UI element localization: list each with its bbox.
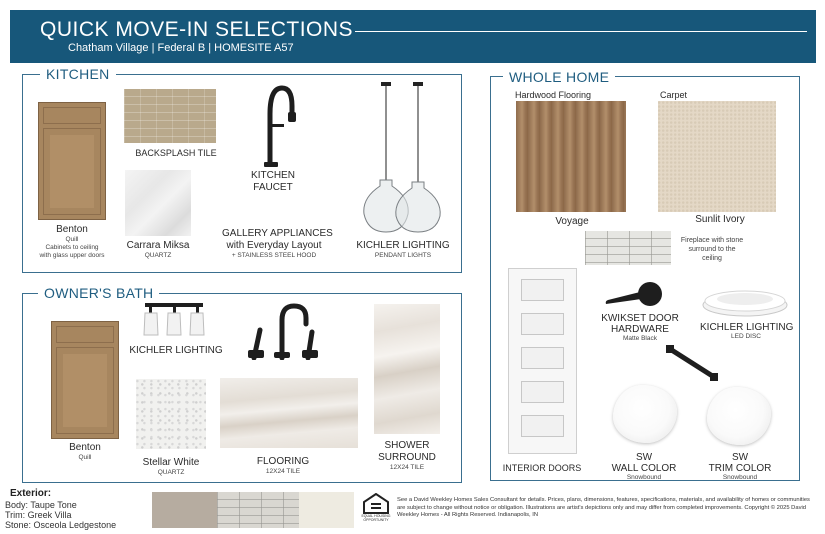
kitchen-countertop-swatch	[125, 170, 191, 236]
carpet-swatch	[658, 101, 776, 212]
interior-door-swatch	[508, 268, 577, 454]
wall-color-label-1: SW	[635, 452, 653, 463]
header-divider	[355, 31, 807, 32]
door-hardware-finish: Matte Black	[623, 335, 657, 342]
kitchen-cabinet-swatch	[38, 102, 106, 220]
kitchen-faucet-label-2: FAUCET	[253, 182, 293, 193]
trim-color-label-1: SW	[731, 452, 749, 463]
appliances-label-1: GALLERY APPLIANCES	[222, 228, 333, 239]
bath-cabinet-name: Benton	[69, 442, 101, 453]
wall-color-label-2: WALL COLOR	[611, 463, 677, 474]
equal-housing-text-1: EQUAL HOUSING	[361, 514, 391, 518]
kitchen-lighting-name: KICHLER LIGHTING	[356, 240, 450, 251]
exterior-trim-swatch	[299, 492, 354, 528]
fireplace-label-1: Fireplace with stone	[680, 237, 744, 244]
kitchen-title: KITCHEN	[40, 66, 116, 82]
exterior-body-swatch	[152, 492, 217, 528]
bath-countertop-type: QUARTZ	[157, 469, 185, 476]
whole-home-lighting-type: LED DISC	[731, 333, 761, 340]
kitchen-lighting-type: PENDANT LIGHTS	[374, 252, 432, 259]
hardwood-name: Voyage	[555, 216, 589, 227]
door-panel	[521, 279, 564, 301]
kitchen-faucet-label-1: KITCHEN	[251, 170, 295, 181]
shower-label-1: SHOWER	[384, 440, 430, 451]
door-lever-image	[604, 276, 666, 310]
page-header	[10, 10, 816, 63]
bath-vanity-light-image	[143, 301, 207, 339]
whole-home-lighting-name: KICHLER LIGHTING	[700, 322, 794, 333]
exterior-body: Body: Taupe Tone	[5, 500, 77, 510]
bath-cabinet-door	[56, 347, 114, 434]
whole-home-title: WHOLE HOME	[503, 69, 615, 85]
bath-cabinet-drawer	[56, 326, 114, 343]
bath-faucet-image	[242, 302, 322, 360]
appliances-label-2: with Everyday Layout	[226, 240, 322, 251]
page-title: QUICK MOVE-IN SELECTIONS	[40, 18, 354, 41]
trim-color-label-2: TRIM COLOR	[708, 463, 772, 474]
exterior-stone-swatch	[217, 492, 299, 528]
kitchen-countertop-name: Carrara Miksa	[126, 240, 190, 251]
carpet-name: Sunlit Ivory	[695, 214, 745, 225]
bath-countertop-name: Stellar White	[142, 457, 200, 468]
bath-flooring-size: 12X24 TILE	[265, 468, 301, 475]
kitchen-cabinet-note-2: with glass upper doors	[39, 252, 105, 259]
door-panel	[521, 415, 564, 437]
bath-cabinet-swatch	[51, 321, 119, 439]
shower-size: 12X24 TILE	[389, 464, 425, 471]
page-subtitle: Chatham Village | Federal B | HOMESITE A57	[68, 42, 294, 54]
towel-bar-image	[664, 343, 724, 383]
wall-color-name: Snowbound	[626, 474, 662, 481]
cabinet-drawer	[43, 107, 101, 124]
door-hardware-label-1: KWIKSET DOOR	[601, 313, 679, 324]
bath-flooring-name: FLOORING	[256, 456, 310, 467]
equal-housing-text-2: OPPORTUNITY	[363, 518, 389, 522]
bath-flooring-swatch	[220, 378, 358, 448]
door-hardware-label-2: HARDWARE	[611, 324, 669, 335]
interior-doors-label: INTERIOR DOORS	[502, 463, 582, 473]
bath-countertop-swatch	[136, 379, 206, 449]
shower-label-2: SURROUND	[378, 452, 436, 463]
cabinet-door-panel	[50, 135, 94, 208]
bath-lighting-name: KICHLER LIGHTING	[129, 345, 223, 356]
bath-cabinet-color: Quill	[78, 454, 92, 461]
door-panel	[521, 347, 564, 369]
backsplash-label: BACKSPLASH TILE	[135, 148, 217, 158]
pendant-lights-image	[358, 82, 448, 234]
backsplash-tile-swatch	[124, 89, 216, 143]
exterior-trim: Trim: Greek Villa	[5, 510, 72, 520]
legal-disclaimer: See a David Weekley Homes Sales Consultant for details. Prices, plans, dimensions, features, specifications, materials, and availability of homes or communities are subject to change without notice or obligation. Illustrations are artist's depictions only and may differ from completed improvements. Copyright © 2025 David Weekley Homes - All Rights Reserved. Indianapolis, IN	[397, 497, 810, 519]
kitchen-faucet-image	[248, 84, 298, 170]
kitchen-countertop-type: QUARTZ	[144, 252, 172, 259]
kitchen-cabinet-note-1: Cabinets to ceiling	[45, 244, 99, 251]
hardwood-swatch	[516, 101, 626, 212]
fireplace-label-2: surround to the	[688, 246, 736, 253]
kitchen-cabinet-name: Benton	[56, 224, 88, 235]
owners-bath-title: OWNER'S BATH	[38, 285, 159, 301]
shower-surround-swatch	[374, 304, 440, 434]
appliances-note: + STAINLESS STEEL HOOD	[231, 252, 317, 259]
carpet-label: Carpet	[660, 90, 688, 100]
fireplace-label-3: ceiling	[702, 255, 722, 262]
cabinet-door	[43, 128, 101, 215]
exterior-title: Exterior:	[10, 488, 52, 499]
led-disc-light-image	[700, 285, 790, 319]
kitchen-cabinet-color: Quill	[65, 236, 79, 243]
trim-color-name: Snowbound	[722, 474, 758, 481]
fireplace-stone-swatch	[585, 231, 671, 265]
hardwood-label: Hardwood Flooring	[515, 90, 592, 100]
bath-cabinet-door-panel	[63, 354, 107, 427]
door-panel	[521, 313, 564, 335]
door-panel	[521, 381, 564, 403]
exterior-stone: Stone: Osceola Ledgestone	[5, 520, 117, 530]
